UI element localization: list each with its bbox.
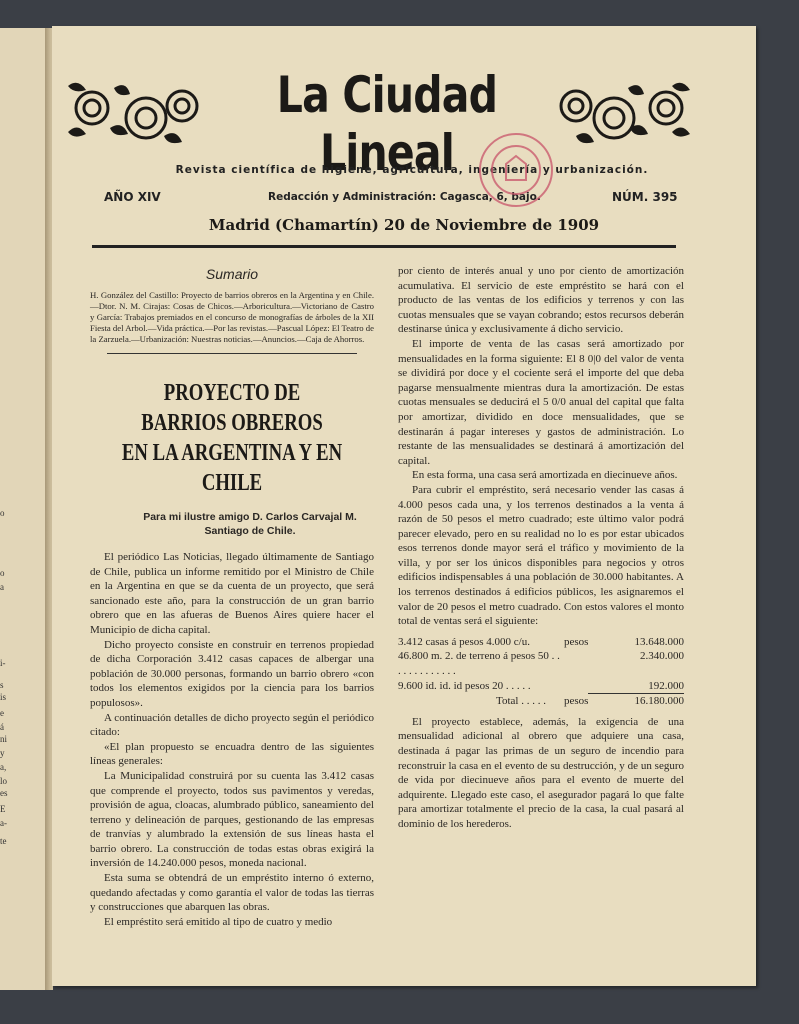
editorial-address: Redacción y Administración: Cagasca, 6, bajo. [268,191,541,203]
rose-ornament-left-icon [64,76,204,146]
paragraph: La Municipalidad construirá por su cuenta las 3.412 casas que comprende el proyecto, todos sus pavimentos y veredas, provisión de agua, cloacas, alumbrado público, saneamiento del terreno y delineación de parques, gestionando de las empresas de tranvías y alumbrado la extensión de sus líneas hasta el barrio obrero. La construcción de todas estas obras exigirá la inversión de 14.240.000 pesos, moneda nacional. [90,769,374,870]
page-fragment: o [0,568,5,578]
page-fragment: te [0,836,7,846]
newspaper-subtitle: Revista científica de higiene, agricultura, ingeniería y urbanización. [175,164,649,176]
article-title-line: PROYECTO DE BARRIOS OBREROS [141,380,323,436]
ledger-desc: 46.800 m. 2. de terreno á pesos 50 . . . . . . . . . . . . . [398,650,560,678]
paragraph: A continuación detalles de dicho proyecto según el periódico citado: [90,711,374,739]
ledger-unit [564,679,606,694]
article-dedication: Para mi ilustre amigo D. Carlos Carvajal M. Santiago de Chile. [143,511,357,537]
page-fragment: s [0,680,4,690]
ledger-unit: pesos [564,695,589,708]
ledger-value: 192.000 [648,679,684,692]
newspaper-title: La Ciudad Lineal [276,66,498,182]
page-fragment: a, [0,762,7,772]
page-fragment: a [0,582,4,592]
issue-date: Madrid (Chamartín) 20 de Noviembre de 1909 [208,216,600,234]
previous-page-edge [0,28,50,990]
page-fragment: E [0,804,6,814]
ledger-row [398,679,684,694]
paragraph: Para cubrir el empréstito, será necesario vender las casas á 4.000 pesos cada una, y los terrenos destinados a la venta á razón de 50 pesos el metro cuadrado; este último valor podrá parecer elevado, pero en su realidad no lo es por estar ubicados esos terrenos donde mayor será el tráfico y movimiento de la villa, y por ser los únicos disponibles para negocios y otros edificios indispensables á una población de 30.000 habitantes. A los terrenos destinados á edificios públicos, les asignaremos el valor de 20 pesos el metro cuadrado. Con estos valores el monto total de ventas será el siguiente: [398,483,684,628]
right-column [398,264,684,832]
rose-ornament-right-icon [554,76,694,146]
paragraph: por ciento de interés anual y uno por ciento de amortización acumulativa. El servicio de este empréstito se hará con el producto de las ventas de los edificios y terrenos y con las cuotas mensuales que se vayan cobrando; estos recursos deberán destinarse única y exclusivamente á dicho servicio. [398,265,684,336]
paragraph: El periódico Las Noticias, llegado últimamente de Santiago de Chile, publica un informe remitido por el Ministro de Chile en la Argentina en que se da cuenta de un proyecto, que será sancionado este año, para la construcción de un gran barrio obrero que en las afueras de Buenos Aires quiere hacer el Municipio de dicha capital. [90,551,374,636]
page-fragment: á [0,722,4,732]
masthead [52,26,756,286]
masthead-rule [92,245,676,248]
sumario-heading: Sumario [205,266,259,282]
page-fragment: ni [0,734,8,744]
ledger-desc: Total . . . . . [496,695,546,708]
ledger-row [398,649,684,678]
page-fragment: i- [0,658,6,668]
issue-year: AÑO XIV [104,190,161,204]
paragraph: En esta forma, una casa será amortizada en diecinueve años. [412,469,678,482]
issue-number: NÚM. 395 [612,190,678,204]
page-fragment: es [0,788,8,798]
paragraph: Esta suma se obtendrá de un empréstito interno ó externo, quedando afectadas y como garantía el valor de todas las tierras y construcciones que abarquen las obras. [90,872,374,914]
paragraph: El importe de venta de las casas será amortizado por mensualidades en la forma siguiente: El 8 0|0 del valor de venta se dividirá por doce y el cociente será el importe del que deba pagarse mensualmente mientras dura la amortización. De estas cuotas mensuales se deducirá el 5 0/0 anual del capital que falta por amortizar, dividido en doce mensualidades, que se destinarán á pagar intereses y gastos de administración. Lo restante de las mensualidades se destinará á amortización del capital. [398,337,684,467]
left-column [90,266,374,929]
ledger-desc: 3.412 casas á pesos 4.000 c/u. [398,635,530,648]
page-fragment: lo [0,776,8,786]
ledger-unit: pesos [564,635,589,648]
section-divider [107,353,357,354]
ledger-total-row [398,694,684,709]
newspaper-page [52,26,756,986]
ledger-row [398,635,684,650]
ledger-value: 2.340.000 [640,650,684,663]
page-fragment: o [0,508,5,518]
page-fragment: e [0,708,4,718]
paragraph: «El plan propuesto se encuadra dentro de las siguientes líneas generales: [90,740,374,768]
article-title [121,378,343,498]
sumario-text: H. González del Castillo: Proyecto de barrios obreros en la Argentina y en Chile.—Dtor. N. M. Cirajas: Cosas de Chicos.—Arboricultura.—Victoriano de Castro y García: Trabajos premiados en el concurso de monografías de árboles de la XII Fiesta del Arbol.—Vida práctica.—Por las revistas.—Pascual López: El Teatro de la Zarzuela.—Urbanización: Nuestras noticias.—Anuncios.—Caja de Ahorros. [90,290,374,344]
page-fragment: y [0,748,5,758]
paragraph: El proyecto establece, además, la exigencia de una mensualidad adicional al obrero que adquiere una casa, destinada á pagar las primas de un seguro de incendio para reconstruir la casa en el evento de su destrucción, y de un seguro de vida por diecinueve años para el evento de muerte del adquirente. Llegado este caso, el asegurador pagará lo que falte para amortizar totalmente el precio de la casa, la cual pasará al dominio de los herederos. [398,715,684,830]
library-stamp-icon [476,130,556,210]
page-fragment: a- [0,818,7,828]
paragraph: Dicho proyecto consiste en construir en terrenos propiedad de dicha Corporación 3.412 casas capaces de albergar una población de 30.000 personas, formando un barrio obrero «con todos los elementos exigidos por la ciencia para los barrios populosos». [90,638,374,709]
sales-ledger [398,635,684,709]
page-fragment: is [0,692,7,702]
paragraph: El empréstito será emitido al tipo de cuatro y medio [104,915,333,928]
ledger-unit [564,649,606,678]
article-title-line: EN LA ARGENTINA Y EN CHILE [121,440,343,496]
ledger-value: 13.648.000 [634,635,684,648]
ledger-value: 16.180.000 [634,695,684,708]
ledger-desc: 9.600 id. id. id pesos 20 . . . . . [398,679,531,692]
